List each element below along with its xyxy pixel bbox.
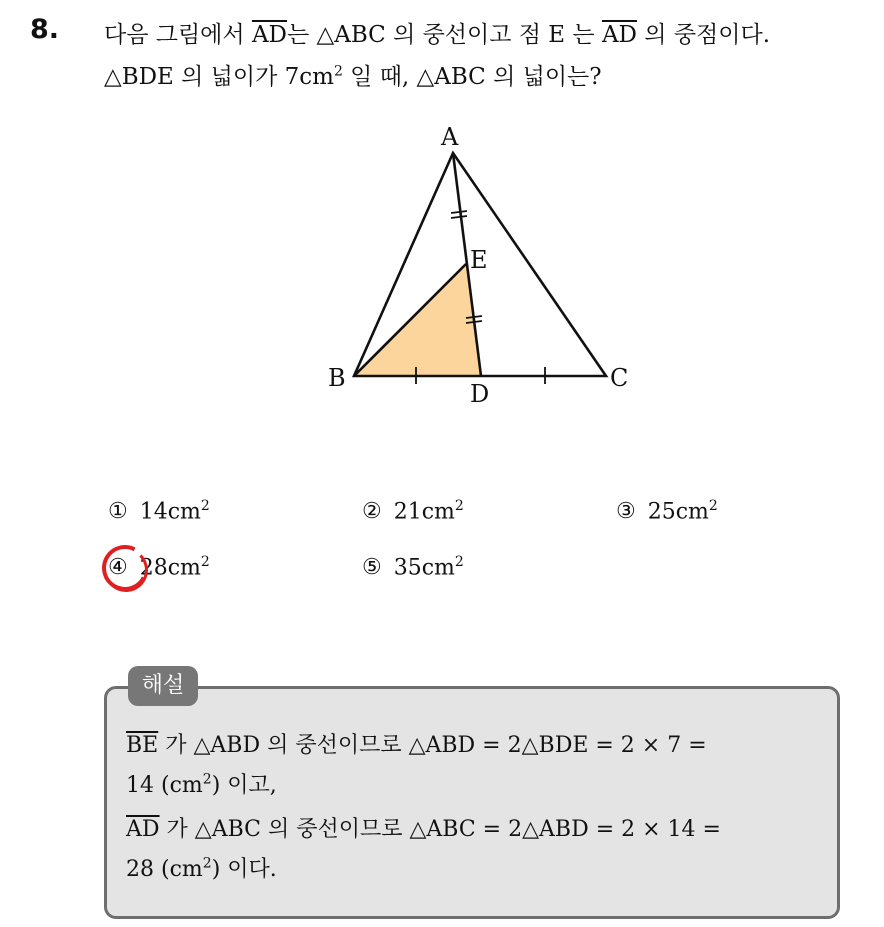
tick-ae-1 (451, 211, 467, 213)
solution-text: 28 (cm (126, 857, 203, 882)
triangle-bde-fill (354, 264, 481, 376)
segment-be: $\overline{BE}$ (126, 733, 159, 758)
superscript: 2 (454, 498, 464, 514)
tick-ae-2 (451, 216, 467, 218)
superscript: 2 (333, 63, 343, 80)
choice-number: ② (362, 499, 382, 525)
question-text-line-2 (104, 58, 602, 91)
solution-line-2 (126, 768, 277, 799)
question-text-line-1 (104, 16, 770, 49)
choice-1[interactable] (108, 498, 210, 524)
superscript: 2 (708, 498, 718, 514)
label-b: B (328, 364, 346, 392)
choice-number: ③ (616, 499, 636, 525)
choice-5[interactable] (362, 554, 464, 580)
choice-value: 25cm (647, 499, 709, 525)
superscript: 2 (454, 554, 464, 570)
solution-text: 가 △ABD 의 중선이므로 △ABD = 2△BDE = 2 × 7 = (158, 733, 707, 758)
question-number: 8. (30, 14, 60, 45)
solution-line-3 (126, 812, 721, 843)
solution-box (104, 686, 840, 919)
label-d: D (470, 380, 490, 408)
answer-circle-mark (104, 548, 148, 592)
label-a: A (441, 123, 459, 151)
choice-value: 28cm (139, 555, 201, 581)
choice-number: ① (108, 499, 128, 525)
solution-text: 14 (cm (126, 773, 203, 798)
choice-number: ⑤ (362, 555, 382, 581)
solution-text: 가 △ABC 의 중선이므로 △ABC = 2△ABD = 2 × 14 = (159, 817, 721, 842)
solution-tag: 해설 (128, 666, 198, 706)
superscript: 2 (200, 554, 210, 570)
segment-ad: $\overline{AD}$ (601, 22, 637, 48)
choice-value: 14cm (139, 499, 201, 525)
choice-value: 21cm (393, 499, 455, 525)
question-text-part: 는 △ABC 의 중선이고 점 E 는 (287, 22, 602, 48)
label-e: E (470, 246, 488, 274)
choice-value: 35cm (393, 555, 455, 581)
question-text-part: △BDE 의 넓이가 7cm (104, 64, 334, 90)
label-c: C (610, 364, 629, 392)
segment-ad: $\overline{AD}$ (126, 817, 160, 842)
solution-line-1 (126, 728, 707, 759)
segment-ad: $\overline{AD}$ (251, 22, 287, 48)
solution-text: ) 이고, (211, 773, 277, 798)
choice-number: ④ (108, 555, 128, 581)
superscript: 2 (202, 771, 212, 788)
question-text-part: 일 때, △ABC 의 넓이는? (342, 64, 602, 90)
superscript: 2 (200, 498, 210, 514)
choice-2[interactable] (362, 498, 464, 524)
solution-line-4 (126, 852, 277, 883)
question-text-part: 다음 그림에서 (104, 22, 252, 48)
question-text-part: 의 중점이다. (637, 22, 771, 48)
solution-text: ) 이다. (211, 857, 277, 882)
choice-3[interactable] (616, 498, 718, 524)
superscript: 2 (202, 855, 212, 872)
triangle-figure (320, 118, 650, 418)
